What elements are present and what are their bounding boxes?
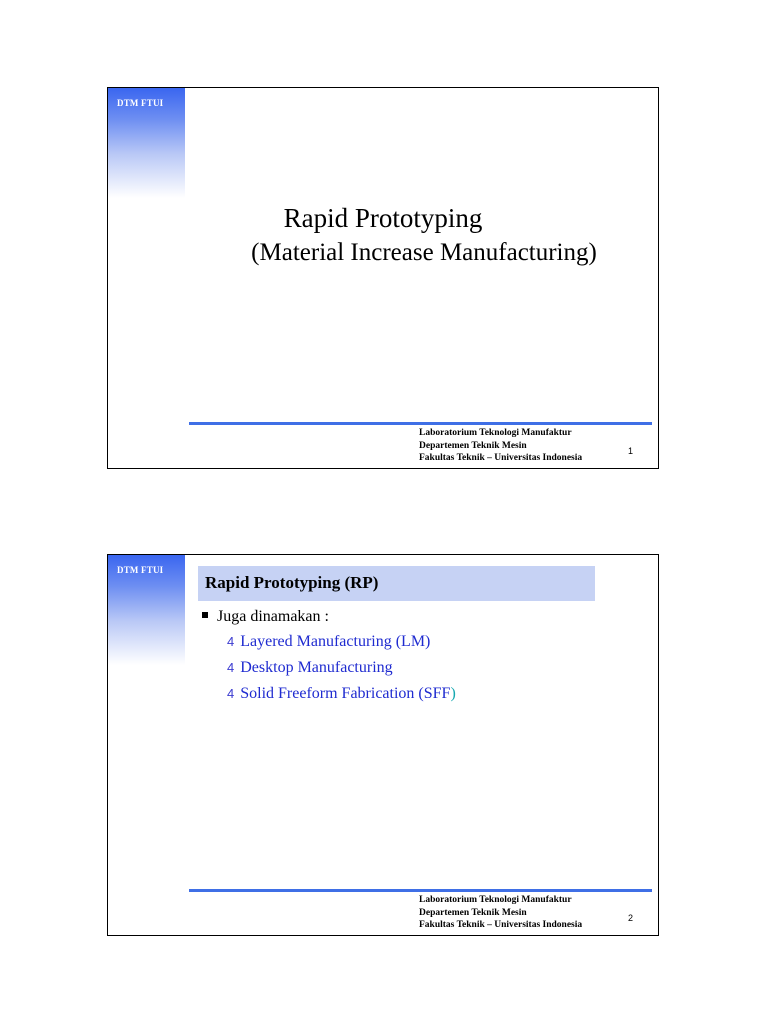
heading-bar xyxy=(198,566,595,601)
sub-bullet-marker: 4 xyxy=(227,634,235,649)
footer-institution xyxy=(419,427,582,465)
footer-line-faculty: Fakultas Teknik – Universitas Indonesia xyxy=(419,453,583,463)
slide-1 xyxy=(107,87,659,469)
sub-item xyxy=(227,658,456,684)
footer-line-lab: Laboratorium Teknologi Manufaktur xyxy=(419,428,572,438)
footer-line-faculty: Fakultas Teknik – Universitas Indonesia xyxy=(419,920,583,930)
footer-line-dept: Departemen Teknik Mesin xyxy=(419,907,527,918)
sub-bullet-marker: 4 xyxy=(227,660,235,675)
page-number: 1 xyxy=(628,446,634,456)
bullet-item xyxy=(202,607,329,627)
sub-item xyxy=(227,684,456,710)
sub-list xyxy=(227,632,456,710)
square-bullet-icon xyxy=(202,612,208,618)
sub-item xyxy=(227,632,456,658)
footer-line-lab: Laboratorium Teknologi Manufaktur xyxy=(419,895,572,905)
footer-divider xyxy=(189,422,652,425)
page-number: 2 xyxy=(628,913,634,923)
slide-title: Rapid Prototyping xyxy=(283,203,483,233)
sub-item-text: Solid Freeform Fabrication (SFF xyxy=(240,685,451,702)
slide-2 xyxy=(107,554,659,936)
footer-divider xyxy=(189,889,652,892)
sub-item-text: Desktop Manufacturing xyxy=(240,659,393,676)
tab-label: DTM FTUI xyxy=(117,98,164,108)
sub-item-trailing-paren: ) xyxy=(450,685,456,702)
tab-label: DTM FTUI xyxy=(117,565,164,575)
corner-tab xyxy=(108,555,185,665)
sub-item-text: Layered Manufacturing (LM) xyxy=(240,633,431,650)
corner-tab xyxy=(108,88,185,198)
slide-heading: Rapid Prototyping (RP) xyxy=(205,573,379,592)
slide-subtitle: (Material Increase Manufacturing) xyxy=(251,239,597,266)
footer-line-dept: Departemen Teknik Mesin xyxy=(419,440,527,451)
sub-bullet-marker: 4 xyxy=(227,686,235,701)
footer-institution xyxy=(419,894,582,932)
bullet-text: Juga dinamakan : xyxy=(217,608,329,625)
